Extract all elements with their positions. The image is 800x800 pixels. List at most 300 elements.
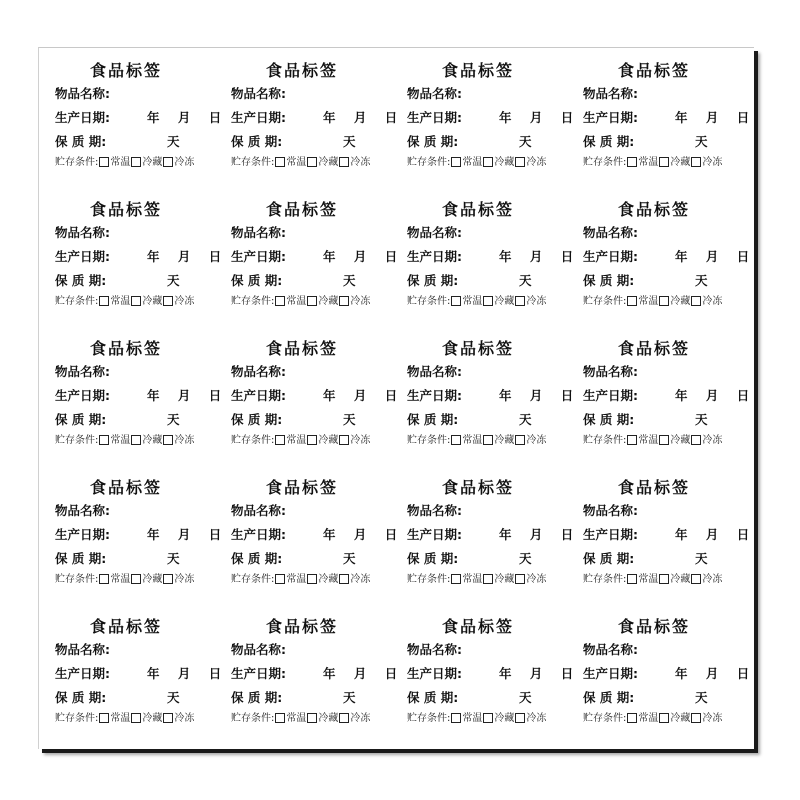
option-frozen: 冷冻 (174, 574, 195, 585)
food-label (579, 56, 755, 195)
storage-row (407, 432, 579, 450)
option-room-temp: 常温 (638, 435, 659, 446)
option-refrigerated: 冷藏 (142, 574, 163, 585)
storage-label: 贮存条件: (55, 296, 99, 307)
month-unit: 月 (353, 249, 367, 264)
month-unit: 月 (529, 249, 543, 264)
option-room-temp: 常温 (638, 713, 659, 724)
option-frozen: 冷冻 (350, 713, 371, 724)
production-date-row (231, 384, 403, 408)
checkbox-refrigerated[interactable] (659, 713, 669, 723)
year-unit: 年 (499, 110, 512, 125)
option-refrigerated: 冷藏 (142, 713, 163, 724)
production-date-label: 生产日期: (407, 249, 462, 264)
day-unit: 日 (384, 110, 398, 125)
option-refrigerated: 冷藏 (670, 296, 691, 307)
option-frozen: 冷冻 (526, 435, 547, 446)
storage-label: 贮存条件: (583, 574, 627, 585)
shelf-life-row (407, 130, 579, 154)
days-unit: 天 (695, 690, 708, 705)
checkbox-refrigerated[interactable] (131, 574, 141, 584)
day-unit: 日 (384, 388, 398, 403)
checkbox-frozen[interactable] (515, 435, 525, 445)
label-title: 食品标签 (89, 61, 162, 80)
year-unit: 年 (499, 666, 512, 681)
checkbox-room-temp[interactable] (275, 157, 285, 167)
storage-row (407, 154, 579, 172)
days-unit: 天 (519, 134, 532, 149)
food-label (51, 195, 227, 334)
storage-label: 贮存条件: (583, 157, 627, 168)
label-title: 食品标签 (441, 339, 514, 358)
storage-label: 贮存条件: (55, 574, 99, 585)
production-date-row (55, 245, 227, 269)
shelf-life-row (407, 408, 579, 432)
month-unit: 月 (529, 527, 543, 542)
production-date-row (583, 106, 755, 130)
checkbox-frozen[interactable] (515, 713, 525, 723)
month-unit: 月 (705, 249, 719, 264)
shelf-life-row (55, 269, 227, 293)
month-unit: 月 (353, 666, 367, 681)
label-sheet (38, 47, 754, 749)
date-parts (147, 662, 235, 686)
checkbox-refrigerated[interactable] (307, 296, 317, 306)
days-unit: 天 (343, 412, 356, 427)
shelf-life-row (231, 408, 403, 432)
checkbox-room-temp[interactable] (275, 574, 285, 584)
item-name-row (55, 638, 227, 662)
shelf-life-row (231, 130, 403, 154)
year-unit: 年 (147, 527, 160, 542)
food-label (51, 334, 227, 473)
option-room-temp: 常温 (110, 713, 131, 724)
day-unit: 日 (736, 388, 750, 403)
checkbox-frozen[interactable] (163, 574, 173, 584)
shelf-life-label: 保 质 期: (583, 412, 635, 427)
food-label (403, 473, 579, 612)
option-refrigerated: 冷藏 (670, 157, 691, 168)
production-date-row (407, 523, 579, 547)
year-unit: 年 (323, 388, 336, 403)
checkbox-refrigerated[interactable] (659, 296, 669, 306)
shelf-life-label: 保 质 期: (231, 551, 283, 566)
shelf-life-label: 保 质 期: (231, 134, 283, 149)
shelf-life-label: 保 质 期: (407, 551, 459, 566)
checkbox-refrigerated[interactable] (131, 435, 141, 445)
item-name-row (583, 221, 755, 245)
month-unit: 月 (705, 110, 719, 125)
label-title: 食品标签 (265, 617, 338, 636)
shelf-life-label: 保 质 期: (231, 690, 283, 705)
item-name-label: 物品名称: (583, 642, 638, 657)
checkbox-room-temp[interactable] (451, 713, 461, 723)
storage-row (55, 710, 227, 728)
item-name-row (231, 360, 403, 384)
day-unit: 日 (560, 388, 574, 403)
shelf-life-label: 保 质 期: (55, 412, 107, 427)
item-name-row (407, 360, 579, 384)
checkbox-room-temp[interactable] (627, 713, 637, 723)
year-unit: 年 (675, 527, 688, 542)
item-name-label: 物品名称: (407, 503, 462, 518)
checkbox-refrigerated[interactable] (307, 157, 317, 167)
checkbox-frozen[interactable] (691, 296, 701, 306)
date-parts (499, 662, 587, 686)
item-name-label: 物品名称: (583, 86, 638, 101)
label-title: 食品标签 (441, 478, 514, 497)
days-unit: 天 (343, 134, 356, 149)
food-label (403, 56, 579, 195)
checkbox-room-temp[interactable] (451, 574, 461, 584)
year-unit: 年 (499, 388, 512, 403)
shelf-life-label: 保 质 期: (583, 273, 635, 288)
shelf-life-label: 保 质 期: (407, 134, 459, 149)
checkbox-room-temp[interactable] (275, 713, 285, 723)
checkbox-room-temp[interactable] (275, 435, 285, 445)
days-unit: 天 (519, 551, 532, 566)
item-name-row (55, 221, 227, 245)
storage-label: 贮存条件: (583, 713, 627, 724)
shelf-life-row (583, 130, 755, 154)
item-name-label: 物品名称: (583, 225, 638, 240)
production-date-row (407, 106, 579, 130)
shelf-life-label: 保 质 期: (55, 690, 107, 705)
storage-row (583, 432, 755, 450)
days-unit: 天 (167, 134, 180, 149)
item-name-row (407, 221, 579, 245)
day-unit: 日 (560, 666, 574, 681)
month-unit: 月 (705, 527, 719, 542)
checkbox-refrigerated[interactable] (131, 713, 141, 723)
year-unit: 年 (675, 249, 688, 264)
checkbox-frozen[interactable] (691, 713, 701, 723)
option-refrigerated: 冷藏 (670, 713, 691, 724)
date-parts (675, 245, 763, 269)
shelf-life-label: 保 质 期: (55, 134, 107, 149)
checkbox-frozen[interactable] (163, 296, 173, 306)
production-date-row (407, 662, 579, 686)
checkbox-frozen[interactable] (691, 157, 701, 167)
storage-label: 贮存条件: (583, 296, 627, 307)
month-unit: 月 (529, 666, 543, 681)
food-label (51, 56, 227, 195)
checkbox-frozen[interactable] (163, 157, 173, 167)
checkbox-refrigerated[interactable] (659, 574, 669, 584)
storage-row (407, 571, 579, 589)
label-title: 食品标签 (617, 617, 690, 636)
production-date-row (55, 384, 227, 408)
day-unit: 日 (208, 110, 222, 125)
checkbox-frozen[interactable] (339, 574, 349, 584)
option-frozen: 冷冻 (350, 574, 371, 585)
label-title: 食品标签 (265, 200, 338, 219)
storage-row (55, 571, 227, 589)
checkbox-room-temp[interactable] (451, 435, 461, 445)
checkbox-refrigerated[interactable] (131, 296, 141, 306)
option-frozen: 冷冻 (174, 296, 195, 307)
production-date-label: 生产日期: (231, 110, 286, 125)
food-label (51, 473, 227, 612)
label-title: 食品标签 (265, 478, 338, 497)
checkbox-refrigerated[interactable] (131, 157, 141, 167)
option-room-temp: 常温 (462, 713, 483, 724)
label-title: 食品标签 (441, 61, 514, 80)
checkbox-frozen[interactable] (163, 435, 173, 445)
item-name-label: 物品名称: (55, 225, 110, 240)
storage-row (55, 293, 227, 311)
option-room-temp: 常温 (286, 157, 307, 168)
day-unit: 日 (736, 249, 750, 264)
option-room-temp: 常温 (110, 435, 131, 446)
option-room-temp: 常温 (638, 157, 659, 168)
days-unit: 天 (695, 551, 708, 566)
item-name-row (407, 638, 579, 662)
day-unit: 日 (560, 110, 574, 125)
food-label (403, 195, 579, 334)
label-grid (51, 56, 755, 750)
label-title: 食品标签 (265, 61, 338, 80)
days-unit: 天 (167, 690, 180, 705)
option-frozen: 冷冻 (702, 435, 723, 446)
month-unit: 月 (353, 110, 367, 125)
checkbox-room-temp[interactable] (99, 296, 109, 306)
storage-row (231, 293, 403, 311)
checkbox-frozen[interactable] (515, 574, 525, 584)
production-date-label: 生产日期: (231, 249, 286, 264)
shelf-life-label: 保 质 期: (407, 273, 459, 288)
checkbox-room-temp[interactable] (99, 435, 109, 445)
production-date-row (55, 523, 227, 547)
date-parts (147, 245, 235, 269)
label-title: 食品标签 (617, 339, 690, 358)
storage-label: 贮存条件: (407, 574, 451, 585)
option-frozen: 冷冻 (526, 574, 547, 585)
days-unit: 天 (167, 412, 180, 427)
checkbox-refrigerated[interactable] (483, 435, 493, 445)
option-refrigerated: 冷藏 (494, 296, 515, 307)
date-parts (499, 106, 587, 130)
option-frozen: 冷冻 (350, 435, 371, 446)
food-label (227, 473, 403, 612)
item-name-label: 物品名称: (407, 642, 462, 657)
production-date-label: 生产日期: (55, 110, 110, 125)
item-name-label: 物品名称: (231, 642, 286, 657)
production-date-label: 生产日期: (55, 249, 110, 264)
checkbox-frozen[interactable] (515, 157, 525, 167)
item-name-label: 物品名称: (407, 225, 462, 240)
year-unit: 年 (675, 388, 688, 403)
shelf-life-row (231, 686, 403, 710)
checkbox-frozen[interactable] (515, 296, 525, 306)
option-refrigerated: 冷藏 (494, 157, 515, 168)
date-parts (147, 523, 235, 547)
item-name-row (583, 82, 755, 106)
item-name-label: 物品名称: (407, 86, 462, 101)
storage-row (231, 571, 403, 589)
checkbox-frozen[interactable] (339, 435, 349, 445)
day-unit: 日 (560, 527, 574, 542)
year-unit: 年 (147, 666, 160, 681)
label-title: 食品标签 (617, 61, 690, 80)
date-parts (499, 384, 587, 408)
production-date-row (583, 384, 755, 408)
checkbox-frozen[interactable] (163, 713, 173, 723)
month-unit: 月 (177, 249, 191, 264)
checkbox-room-temp[interactable] (99, 574, 109, 584)
food-label (403, 612, 579, 751)
date-parts (675, 384, 763, 408)
year-unit: 年 (675, 110, 688, 125)
option-room-temp: 常温 (110, 157, 131, 168)
month-unit: 月 (353, 388, 367, 403)
checkbox-room-temp[interactable] (627, 435, 637, 445)
checkbox-frozen[interactable] (691, 435, 701, 445)
checkbox-frozen[interactable] (339, 157, 349, 167)
checkbox-room-temp[interactable] (451, 157, 461, 167)
checkbox-room-temp[interactable] (99, 713, 109, 723)
item-name-label: 物品名称: (55, 503, 110, 518)
option-room-temp: 常温 (286, 713, 307, 724)
date-parts (323, 523, 411, 547)
days-unit: 天 (167, 551, 180, 566)
storage-row (583, 293, 755, 311)
production-date-row (231, 106, 403, 130)
option-refrigerated: 冷藏 (142, 296, 163, 307)
production-date-row (231, 245, 403, 269)
label-title: 食品标签 (617, 200, 690, 219)
checkbox-refrigerated[interactable] (307, 713, 317, 723)
item-name-label: 物品名称: (583, 503, 638, 518)
option-frozen: 冷冻 (350, 296, 371, 307)
shelf-life-label: 保 质 期: (583, 134, 635, 149)
shelf-life-row (407, 686, 579, 710)
item-name-label: 物品名称: (407, 364, 462, 379)
production-date-row (55, 106, 227, 130)
checkbox-refrigerated[interactable] (483, 574, 493, 584)
production-date-label: 生产日期: (583, 666, 638, 681)
food-label (51, 612, 227, 751)
checkbox-frozen[interactable] (339, 296, 349, 306)
item-name-label: 物品名称: (583, 364, 638, 379)
month-unit: 月 (353, 527, 367, 542)
checkbox-refrigerated[interactable] (307, 574, 317, 584)
day-unit: 日 (384, 249, 398, 264)
production-date-label: 生产日期: (407, 110, 462, 125)
option-refrigerated: 冷藏 (494, 713, 515, 724)
option-refrigerated: 冷藏 (494, 574, 515, 585)
days-unit: 天 (695, 412, 708, 427)
checkbox-room-temp[interactable] (99, 157, 109, 167)
storage-row (407, 293, 579, 311)
production-date-row (583, 245, 755, 269)
production-date-row (583, 662, 755, 686)
checkbox-frozen[interactable] (339, 713, 349, 723)
shelf-life-row (231, 269, 403, 293)
item-name-label: 物品名称: (55, 364, 110, 379)
checkbox-room-temp[interactable] (627, 574, 637, 584)
year-unit: 年 (323, 527, 336, 542)
food-label (227, 612, 403, 751)
item-name-row (55, 499, 227, 523)
food-label (227, 56, 403, 195)
option-refrigerated: 冷藏 (318, 574, 339, 585)
day-unit: 日 (208, 249, 222, 264)
shelf-life-row (583, 408, 755, 432)
checkbox-refrigerated[interactable] (659, 435, 669, 445)
month-unit: 月 (529, 110, 543, 125)
production-date-label: 生产日期: (231, 388, 286, 403)
storage-row (583, 571, 755, 589)
production-date-label: 生产日期: (55, 666, 110, 681)
day-unit: 日 (384, 527, 398, 542)
checkbox-refrigerated[interactable] (483, 296, 493, 306)
option-room-temp: 常温 (462, 296, 483, 307)
production-date-row (55, 662, 227, 686)
option-room-temp: 常温 (110, 296, 131, 307)
day-unit: 日 (208, 388, 222, 403)
storage-label: 贮存条件: (407, 296, 451, 307)
option-frozen: 冷冻 (174, 157, 195, 168)
option-refrigerated: 冷藏 (670, 574, 691, 585)
checkbox-frozen[interactable] (691, 574, 701, 584)
shelf-life-row (55, 408, 227, 432)
date-parts (675, 523, 763, 547)
storage-label: 贮存条件: (231, 435, 275, 446)
shelf-life-row (583, 269, 755, 293)
year-unit: 年 (323, 249, 336, 264)
checkbox-refrigerated[interactable] (483, 713, 493, 723)
option-room-temp: 常温 (462, 574, 483, 585)
food-label (227, 195, 403, 334)
item-name-row (55, 82, 227, 106)
year-unit: 年 (323, 110, 336, 125)
food-label (579, 195, 755, 334)
month-unit: 月 (177, 527, 191, 542)
item-name-row (583, 360, 755, 384)
date-parts (323, 662, 411, 686)
item-name-label: 物品名称: (231, 86, 286, 101)
production-date-label: 生产日期: (407, 527, 462, 542)
production-date-label: 生产日期: (583, 388, 638, 403)
checkbox-room-temp[interactable] (627, 157, 637, 167)
shelf-life-row (231, 547, 403, 571)
shelf-life-label: 保 质 期: (407, 412, 459, 427)
item-name-row (407, 82, 579, 106)
checkbox-room-temp[interactable] (451, 296, 461, 306)
label-title: 食品标签 (441, 617, 514, 636)
item-name-label: 物品名称: (55, 86, 110, 101)
checkbox-refrigerated[interactable] (307, 435, 317, 445)
option-refrigerated: 冷藏 (142, 157, 163, 168)
checkbox-room-temp[interactable] (275, 296, 285, 306)
option-frozen: 冷冻 (526, 296, 547, 307)
option-frozen: 冷冻 (702, 713, 723, 724)
production-date-label: 生产日期: (231, 527, 286, 542)
checkbox-refrigerated[interactable] (483, 157, 493, 167)
shelf-life-row (55, 686, 227, 710)
checkbox-refrigerated[interactable] (659, 157, 669, 167)
shelf-life-label: 保 质 期: (407, 690, 459, 705)
option-frozen: 冷冻 (350, 157, 371, 168)
days-unit: 天 (343, 273, 356, 288)
option-room-temp: 常温 (462, 435, 483, 446)
checkbox-room-temp[interactable] (627, 296, 637, 306)
year-unit: 年 (147, 249, 160, 264)
storage-label: 贮存条件: (231, 157, 275, 168)
option-frozen: 冷冻 (174, 435, 195, 446)
option-refrigerated: 冷藏 (318, 157, 339, 168)
